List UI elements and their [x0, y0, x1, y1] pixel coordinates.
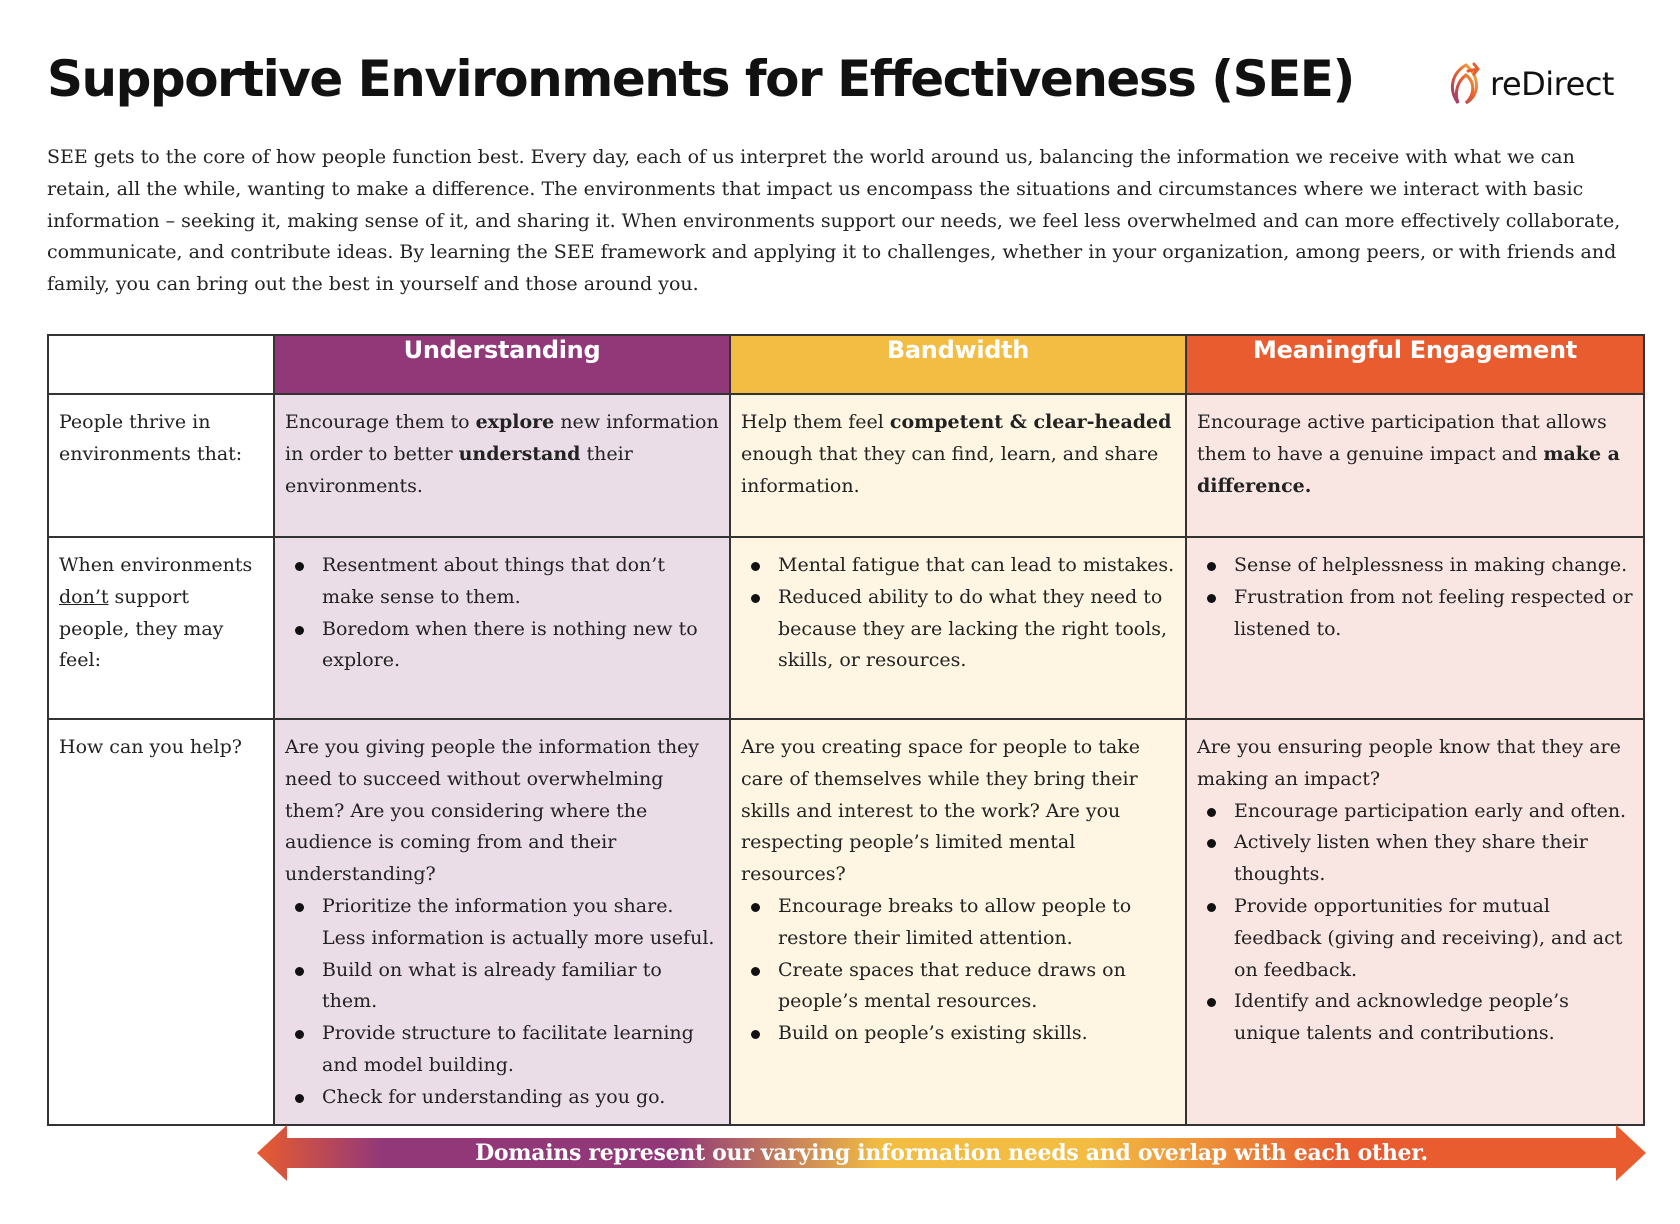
- text: Help them feel: [741, 411, 890, 433]
- list-item: Reduced ability to do what they need to because they are lacking the right tools, skills, or resources.: [741, 582, 1175, 677]
- text: their environments.: [285, 442, 633, 497]
- underlined-text: don’t: [59, 585, 109, 608]
- text: support people, they may feel:: [59, 585, 224, 672]
- row-label-help: How can you help?: [48, 719, 274, 1125]
- list-item: Prioritize the information you share. Less information is actually more useful.: [285, 891, 719, 955]
- list-item: Create spaces that reduce draws on people’s mental resources.: [741, 955, 1175, 1019]
- emphasis: understand: [458, 442, 581, 465]
- emphasis: make a difference.: [1197, 442, 1620, 497]
- list-item: Build on people’s existing skills.: [741, 1018, 1175, 1050]
- list-item: Sense of helplessness in making change.: [1197, 550, 1633, 582]
- header-corner: [48, 335, 274, 394]
- list-item: Mental fatigue that can lead to mistakes.: [741, 550, 1175, 582]
- emphasis: competent & clear-headed: [889, 411, 1172, 433]
- see-framework-table: [47, 334, 1645, 1126]
- logo-text: reDirect: [1490, 65, 1614, 103]
- table-row-unsupported: [48, 537, 1644, 719]
- table-row-thrive: [48, 394, 1644, 537]
- list-item: Build on what is already familiar to them.: [285, 955, 719, 1019]
- cell-help-understanding: [274, 719, 730, 1125]
- bullet-list: [741, 891, 1175, 1050]
- row-label-unsupported: [48, 537, 274, 719]
- cell-unsupported-understanding: [274, 537, 730, 719]
- text: Encourage them to: [285, 411, 476, 433]
- page-title: Supportive Environments for Effectiveness (SEE): [47, 50, 1354, 108]
- brand-logo: [1444, 56, 1614, 112]
- bullet-list: [285, 891, 719, 1114]
- text: Encourage active participation that allows them to have a genuine impact and: [1197, 411, 1607, 465]
- list-item: Encourage breaks to allow people to restore their limited attention.: [741, 891, 1175, 955]
- table-row-help: [48, 719, 1644, 1125]
- emphasis: explore: [475, 411, 555, 433]
- text: When environments: [59, 554, 253, 576]
- redirect-logo-icon: [1444, 59, 1486, 109]
- header-meaningful-engagement: Meaningful Engagement: [1186, 335, 1644, 394]
- cell-unsupported-engagement: [1186, 537, 1644, 719]
- bullet-list: [1197, 550, 1633, 645]
- list-item: Check for understanding as you go.: [285, 1082, 719, 1114]
- domains-arrow: [257, 1122, 1646, 1184]
- cell-thrive-understanding: [274, 394, 730, 537]
- cell-unsupported-bandwidth: [730, 537, 1186, 719]
- list-item: Frustration from not feeling respected or listened to.: [1197, 582, 1633, 646]
- cell-intro: Are you giving people the information they need to succeed without overwhelming them? Are you considering where the audience is coming from and their understanding?: [285, 736, 700, 886]
- cell-help-engagement: [1186, 719, 1644, 1125]
- row-label-thrive: People thrive in environments that:: [48, 394, 274, 537]
- list-item: Boredom when there is nothing new to explore.: [285, 614, 719, 678]
- table-header-row: [48, 335, 1644, 394]
- list-item: Provide structure to facilitate learning and model building.: [285, 1018, 719, 1082]
- list-item: Provide opportunities for mutual feedback (giving and receiving), and act on feedback.: [1197, 891, 1633, 986]
- list-item: Identify and acknowledge people’s unique talents and contributions.: [1197, 986, 1633, 1050]
- bullet-list: [1197, 796, 1633, 1050]
- bullet-list: [741, 550, 1175, 677]
- cell-intro: Are you ensuring people know that they are making an impact?: [1197, 736, 1621, 790]
- bullet-list: [285, 550, 719, 677]
- cell-intro: Are you creating space for people to take care of themselves while they bring their skills and interest to the work? Are you respecting people’s limited mental resources?: [741, 736, 1140, 886]
- cell-thrive-bandwidth: [730, 394, 1186, 537]
- header-understanding: Understanding: [274, 335, 730, 394]
- list-item: Actively listen when they share their thoughts.: [1197, 827, 1633, 891]
- text: new information in order to better: [285, 411, 719, 465]
- cell-thrive-engagement: [1186, 394, 1644, 537]
- text: enough that they can find, learn, and share information.: [741, 442, 1159, 497]
- header-bandwidth: Bandwidth: [730, 335, 1186, 394]
- list-item: Encourage participation early and often.: [1197, 796, 1633, 828]
- list-item: Resentment about things that don’t make sense to them.: [285, 550, 719, 614]
- cell-help-bandwidth: [730, 719, 1186, 1125]
- arrow-caption: Domains represent our varying information needs and overlap with each other.: [475, 1140, 1428, 1166]
- intro-paragraph: SEE gets to the core of how people function best. Every day, each of us interpret the world around us, balancing the information we receive with what we can retain, all the while, wanting to make a difference. The environments that impact us encompass the situations and circumstances where we interact with basic information – seeking it, making sense of it, and sharing it. When environments support our needs, we feel less overwhelmed and can more effectively collaborate, communicate, and contribute ideas. By learning the SEE framework and applying it to challenges, whether in your organization, among peers, or with friends and family, you can bring out the best in yourself and those around you.: [47, 146, 1621, 296]
